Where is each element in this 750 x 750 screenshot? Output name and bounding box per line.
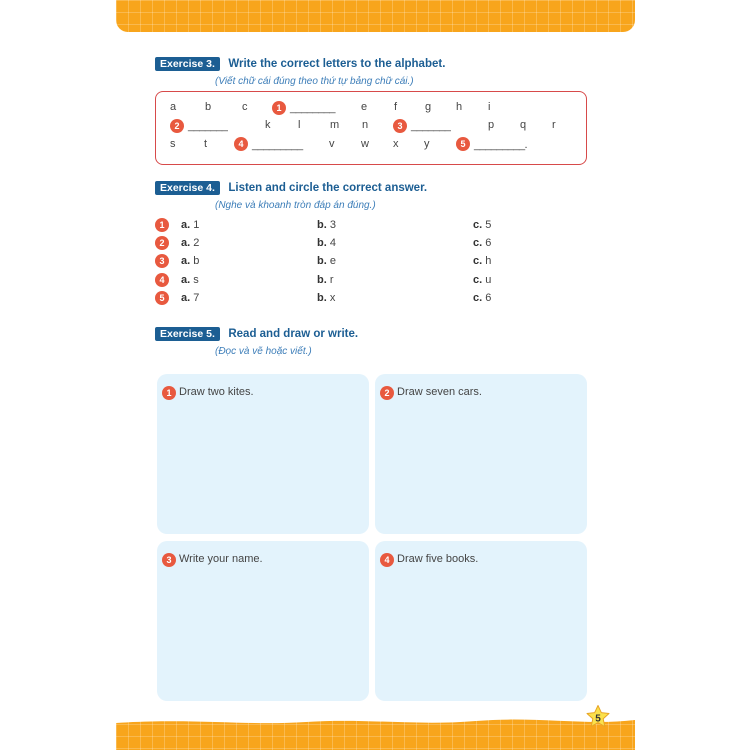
drawing-card-1[interactable] <box>157 374 369 534</box>
exercise-5-title: Read and draw or write. <box>228 327 359 340</box>
answer-option-c[interactable] <box>473 274 491 286</box>
option-value: h <box>485 255 492 267</box>
option-label: b. <box>317 255 327 267</box>
answer-option-a[interactable] <box>181 292 199 304</box>
answer-blank[interactable]: _______ <box>188 120 228 132</box>
card-instruction: Draw five books. <box>397 553 479 565</box>
blank-number: 2 <box>170 119 184 133</box>
letter: y <box>424 138 430 150</box>
card-number: 2 <box>380 386 394 400</box>
drawing-card-4[interactable] <box>375 541 587 701</box>
footer-band <box>116 712 635 750</box>
exercise-5-header <box>155 325 358 357</box>
letter: v <box>329 138 335 150</box>
letter: e <box>361 101 368 113</box>
letter: c <box>242 101 248 113</box>
answer-option-b[interactable] <box>317 219 336 231</box>
blank-number: 1 <box>272 101 286 115</box>
card-number: 4 <box>380 553 394 567</box>
letter: g <box>425 101 432 113</box>
option-label: c. <box>473 274 483 286</box>
option-value: 3 <box>329 219 336 231</box>
option-value: s <box>193 274 199 286</box>
card-number: 3 <box>162 553 176 567</box>
option-label: c. <box>473 255 483 267</box>
letter: f <box>394 101 398 113</box>
answer-option-a[interactable] <box>181 255 199 267</box>
exercise-3-subtitle: (Viết chữ cái đúng theo thứ tự bảng chữ cái.) <box>215 76 414 87</box>
page-number: 5 <box>595 713 601 725</box>
answer-option-b[interactable] <box>317 292 335 304</box>
letter: l <box>298 119 301 131</box>
option-value: u <box>485 274 492 286</box>
card-instruction: Write your name. <box>179 553 263 565</box>
exercise-5-tag: Exercise 5. <box>155 327 220 341</box>
option-value: 7 <box>193 292 200 304</box>
header-band <box>116 0 635 32</box>
option-value: r <box>329 274 334 286</box>
option-label: b. <box>317 237 327 249</box>
exercise-3-tag: Exercise 3. <box>155 57 220 71</box>
exercise-4-title: Listen and circle the correct answer. <box>228 181 428 194</box>
question-number: 3 <box>155 254 169 268</box>
exercise-4-subtitle: (Nghe và khoanh tròn đáp án đúng.) <box>215 200 376 211</box>
option-label: a. <box>181 219 191 231</box>
question-number: 5 <box>155 291 169 305</box>
letter: i <box>488 101 491 113</box>
card-instruction: Draw seven cars. <box>397 386 482 398</box>
card-number: 1 <box>162 386 176 400</box>
letter: p <box>488 119 495 131</box>
option-label: c. <box>473 219 483 231</box>
option-value: 2 <box>193 237 200 249</box>
blank-number: 3 <box>393 119 407 133</box>
letter: n <box>362 119 369 131</box>
option-label: b. <box>317 219 327 231</box>
letter: m <box>330 119 340 131</box>
blank-number: 5 <box>456 137 470 151</box>
option-value: e <box>329 255 336 267</box>
letter: a <box>170 101 177 113</box>
option-label: a. <box>181 255 191 267</box>
answer-option-b[interactable] <box>317 237 336 249</box>
letter: h <box>456 101 463 113</box>
question-number: 2 <box>155 236 169 250</box>
answer-blank[interactable]: _______ <box>411 120 451 132</box>
exercise-3-header <box>155 55 445 87</box>
letter: q <box>520 119 527 131</box>
answer-option-b[interactable] <box>317 274 334 286</box>
option-label: a. <box>181 274 191 286</box>
answer-option-a[interactable] <box>181 237 199 249</box>
letter: t <box>204 138 208 150</box>
answer-option-a[interactable] <box>181 274 199 286</box>
option-label: b. <box>317 274 327 286</box>
option-value: 6 <box>485 237 492 249</box>
exercise-4-header <box>155 179 427 211</box>
drawing-card-3[interactable] <box>157 541 369 701</box>
question-number: 1 <box>155 218 169 232</box>
drawing-card-2[interactable] <box>375 374 587 534</box>
answer-option-b[interactable] <box>317 255 336 267</box>
blank-number: 4 <box>234 137 248 151</box>
option-value: 4 <box>329 237 336 249</box>
option-label: a. <box>181 237 191 249</box>
option-value: b <box>193 255 200 267</box>
answer-option-c[interactable] <box>473 255 491 267</box>
answer-blank[interactable]: ________ <box>290 102 335 114</box>
page-number-star-icon <box>585 704 611 730</box>
answer-option-a[interactable] <box>181 219 199 231</box>
card-instruction: Draw two kites. <box>179 386 254 398</box>
exercise-4-tag: Exercise 4. <box>155 181 220 195</box>
answer-option-c[interactable] <box>473 292 491 304</box>
answer-blank[interactable]: _________ <box>252 139 303 151</box>
letter: r <box>552 119 556 131</box>
question-number: 4 <box>155 273 169 287</box>
option-label: a. <box>181 292 191 304</box>
answer-blank[interactable]: _________. <box>474 139 528 151</box>
option-value: 6 <box>485 292 492 304</box>
option-value: 1 <box>193 219 200 231</box>
option-value: x <box>329 292 336 304</box>
letter: k <box>265 119 271 131</box>
option-value: 5 <box>485 219 492 231</box>
letter: b <box>205 101 212 113</box>
answer-option-c[interactable] <box>473 237 491 249</box>
option-label: c. <box>473 292 483 304</box>
option-label: b. <box>317 292 327 304</box>
letter: s <box>170 138 176 150</box>
letter: x <box>393 138 399 150</box>
answer-option-c[interactable] <box>473 219 491 231</box>
exercise-5-subtitle: (Đọc và vẽ hoặc viết.) <box>215 346 312 357</box>
letter: w <box>361 138 369 150</box>
option-label: c. <box>473 237 483 249</box>
exercise-3-title: Write the correct letters to the alphabet. <box>228 57 446 70</box>
